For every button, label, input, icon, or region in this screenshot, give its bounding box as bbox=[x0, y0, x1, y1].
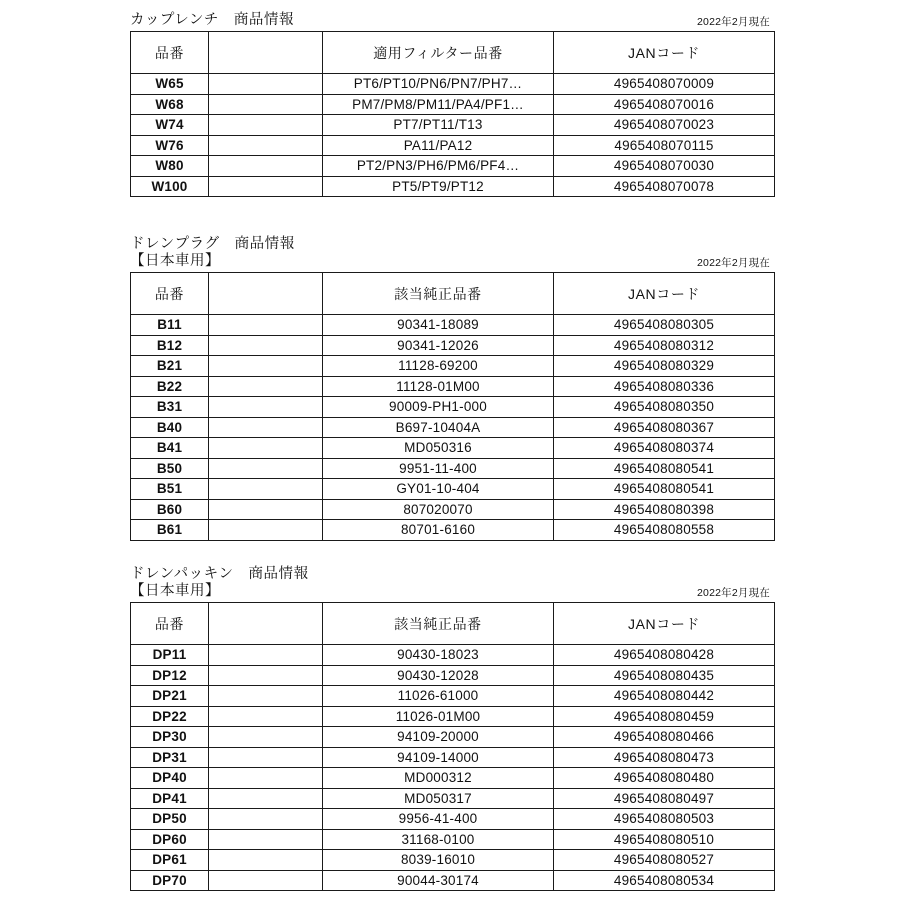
cell-jan: 4965408080336 bbox=[554, 376, 775, 397]
section-header-drain-packing bbox=[130, 566, 770, 600]
cell-jan: 4965408070115 bbox=[554, 135, 775, 156]
table-row bbox=[131, 499, 775, 520]
table-header bbox=[131, 32, 775, 74]
cell-blank bbox=[209, 665, 323, 686]
column-header-blank bbox=[209, 603, 323, 645]
cell-part: 11128-69200 bbox=[323, 356, 554, 377]
cell-jan: 4965408070016 bbox=[554, 94, 775, 115]
section-title: ドレンパッキン 商品情報 bbox=[130, 566, 309, 582]
cell-part: 9956-41-400 bbox=[323, 809, 554, 830]
table-body bbox=[131, 315, 775, 541]
table-row bbox=[131, 438, 775, 459]
table-header-row bbox=[131, 273, 775, 315]
table-row bbox=[131, 135, 775, 156]
cell-code: B12 bbox=[131, 335, 209, 356]
table-row bbox=[131, 335, 775, 356]
cell-blank bbox=[209, 809, 323, 830]
cell-blank bbox=[209, 438, 323, 459]
cell-jan: 4965408080497 bbox=[554, 788, 775, 809]
section-header-drain-plug bbox=[130, 236, 770, 270]
cell-code: W80 bbox=[131, 156, 209, 177]
table-header-row bbox=[131, 32, 775, 74]
cell-part: 90430-18023 bbox=[323, 645, 554, 666]
cell-jan: 4965408070009 bbox=[554, 74, 775, 95]
table-row bbox=[131, 397, 775, 418]
cell-code: DP30 bbox=[131, 727, 209, 748]
cell-code: B21 bbox=[131, 356, 209, 377]
cell-blank bbox=[209, 768, 323, 789]
cell-jan: 4965408070030 bbox=[554, 156, 775, 177]
table-row bbox=[131, 94, 775, 115]
cell-jan: 4965408080541 bbox=[554, 458, 775, 479]
section-date: 2022年2月現在 bbox=[697, 587, 770, 599]
cell-code: DP22 bbox=[131, 706, 209, 727]
cell-jan: 4965408080398 bbox=[554, 499, 775, 520]
cell-blank bbox=[209, 458, 323, 479]
cell-part: 11026-61000 bbox=[323, 686, 554, 707]
table-row bbox=[131, 829, 775, 850]
cell-blank bbox=[209, 315, 323, 336]
cell-part: 90341-12026 bbox=[323, 335, 554, 356]
cell-code: W76 bbox=[131, 135, 209, 156]
cell-blank bbox=[209, 870, 323, 891]
cell-jan: 4965408080312 bbox=[554, 335, 775, 356]
cell-jan: 4965408080510 bbox=[554, 829, 775, 850]
cell-part: 94109-20000 bbox=[323, 727, 554, 748]
cell-blank bbox=[209, 397, 323, 418]
table-row bbox=[131, 74, 775, 95]
cell-jan: 4965408080374 bbox=[554, 438, 775, 459]
cell-jan: 4965408080541 bbox=[554, 479, 775, 500]
table-row bbox=[131, 850, 775, 871]
cell-code: B40 bbox=[131, 417, 209, 438]
cell-jan: 4965408080442 bbox=[554, 686, 775, 707]
cell-jan: 4965408080473 bbox=[554, 747, 775, 768]
cell-jan: 4965408080503 bbox=[554, 809, 775, 830]
cell-code: DP31 bbox=[131, 747, 209, 768]
cell-jan: 4965408080480 bbox=[554, 768, 775, 789]
cell-jan: 4965408080428 bbox=[554, 645, 775, 666]
cell-part: PT6/PT10/PN6/PN7/PH7… bbox=[323, 74, 554, 95]
column-header-code: 品番 bbox=[131, 603, 209, 645]
cell-part: B697-10404A bbox=[323, 417, 554, 438]
cell-code: B50 bbox=[131, 458, 209, 479]
cell-blank bbox=[209, 156, 323, 177]
cell-blank bbox=[209, 479, 323, 500]
cell-part: PT7/PT11/T13 bbox=[323, 115, 554, 136]
cell-part: MD050316 bbox=[323, 438, 554, 459]
cell-code: DP12 bbox=[131, 665, 209, 686]
cell-part: MD000312 bbox=[323, 768, 554, 789]
cell-blank bbox=[209, 706, 323, 727]
column-header-blank bbox=[209, 273, 323, 315]
cell-part: PM7/PM8/PM11/PA4/PF1… bbox=[323, 94, 554, 115]
table-row bbox=[131, 156, 775, 177]
cell-part: MD050317 bbox=[323, 788, 554, 809]
cell-code: DP11 bbox=[131, 645, 209, 666]
cell-jan: 4965408080435 bbox=[554, 665, 775, 686]
cell-code: W74 bbox=[131, 115, 209, 136]
table-row bbox=[131, 520, 775, 541]
section-subtitle: 【日本車用】 bbox=[130, 583, 220, 599]
cell-code: DP60 bbox=[131, 829, 209, 850]
table-row bbox=[131, 315, 775, 336]
table-body bbox=[131, 645, 775, 891]
section-date: 2022年2月現在 bbox=[697, 257, 770, 269]
cell-part: 31168-0100 bbox=[323, 829, 554, 850]
cell-part: GY01-10-404 bbox=[323, 479, 554, 500]
cell-code: W100 bbox=[131, 176, 209, 197]
table-row bbox=[131, 665, 775, 686]
table-row bbox=[131, 356, 775, 377]
column-header-part: 適用フィルター品番 bbox=[323, 32, 554, 74]
table-row bbox=[131, 870, 775, 891]
cell-blank bbox=[209, 335, 323, 356]
cell-jan: 4965408080367 bbox=[554, 417, 775, 438]
cell-code: W65 bbox=[131, 74, 209, 95]
cell-blank bbox=[209, 850, 323, 871]
cell-part: 90430-12028 bbox=[323, 665, 554, 686]
cell-part: 807020070 bbox=[323, 499, 554, 520]
cell-jan: 4965408080350 bbox=[554, 397, 775, 418]
table-row bbox=[131, 376, 775, 397]
table-row bbox=[131, 788, 775, 809]
cell-blank bbox=[209, 74, 323, 95]
section-subtitle: 【日本車用】 bbox=[130, 253, 220, 269]
table-body bbox=[131, 74, 775, 197]
cell-code: DP70 bbox=[131, 870, 209, 891]
section-cup-wrench bbox=[130, 12, 770, 197]
cell-part: 9951-11-400 bbox=[323, 458, 554, 479]
cell-jan: 4965408080466 bbox=[554, 727, 775, 748]
cell-blank bbox=[209, 135, 323, 156]
column-header-jan: JANコード bbox=[554, 273, 775, 315]
table-row bbox=[131, 747, 775, 768]
cell-part: PA11/PA12 bbox=[323, 135, 554, 156]
table-row bbox=[131, 458, 775, 479]
cell-part: 90044-30174 bbox=[323, 870, 554, 891]
section-drain-packing bbox=[130, 566, 770, 891]
section-title: カップレンチ 商品情報 bbox=[130, 12, 294, 28]
cell-code: B60 bbox=[131, 499, 209, 520]
cell-jan: 4965408080459 bbox=[554, 706, 775, 727]
table-header bbox=[131, 273, 775, 315]
section-title: ドレンプラグ 商品情報 bbox=[130, 236, 295, 252]
cell-jan: 4965408080527 bbox=[554, 850, 775, 871]
cell-blank bbox=[209, 115, 323, 136]
cell-blank bbox=[209, 376, 323, 397]
column-header-code: 品番 bbox=[131, 273, 209, 315]
table-row bbox=[131, 479, 775, 500]
section-header-cup-wrench bbox=[130, 12, 770, 29]
table-row bbox=[131, 706, 775, 727]
cell-blank bbox=[209, 176, 323, 197]
cell-code: W68 bbox=[131, 94, 209, 115]
table-row bbox=[131, 768, 775, 789]
section-drain-plug bbox=[130, 236, 770, 541]
cell-part: PT5/PT9/PT12 bbox=[323, 176, 554, 197]
cell-code: DP21 bbox=[131, 686, 209, 707]
cell-part: 94109-14000 bbox=[323, 747, 554, 768]
column-header-part: 該当純正品番 bbox=[323, 273, 554, 315]
cell-blank bbox=[209, 356, 323, 377]
table-header-row bbox=[131, 603, 775, 645]
cell-jan: 4965408080534 bbox=[554, 870, 775, 891]
cell-part: PT2/PN3/PH6/PM6/PF4… bbox=[323, 156, 554, 177]
cell-blank bbox=[209, 94, 323, 115]
cell-blank bbox=[209, 727, 323, 748]
cell-blank bbox=[209, 788, 323, 809]
cell-code: B31 bbox=[131, 397, 209, 418]
cell-blank bbox=[209, 686, 323, 707]
cell-jan: 4965408080305 bbox=[554, 315, 775, 336]
cell-part: 11026-01M00 bbox=[323, 706, 554, 727]
table-cup-wrench bbox=[130, 31, 775, 197]
table-row bbox=[131, 645, 775, 666]
table-row bbox=[131, 686, 775, 707]
table-row bbox=[131, 727, 775, 748]
column-header-code: 品番 bbox=[131, 32, 209, 74]
column-header-jan: JANコード bbox=[554, 603, 775, 645]
table-header bbox=[131, 603, 775, 645]
cell-part: 80701-6160 bbox=[323, 520, 554, 541]
section-date: 2022年2月現在 bbox=[697, 16, 770, 28]
cell-blank bbox=[209, 520, 323, 541]
cell-code: B11 bbox=[131, 315, 209, 336]
table-row bbox=[131, 115, 775, 136]
cell-blank bbox=[209, 499, 323, 520]
cell-code: B51 bbox=[131, 479, 209, 500]
column-header-part: 該当純正品番 bbox=[323, 603, 554, 645]
cell-code: DP50 bbox=[131, 809, 209, 830]
cell-jan: 4965408070078 bbox=[554, 176, 775, 197]
cell-code: DP61 bbox=[131, 850, 209, 871]
cell-jan: 4965408080558 bbox=[554, 520, 775, 541]
cell-code: B41 bbox=[131, 438, 209, 459]
cell-part: 90341-18089 bbox=[323, 315, 554, 336]
table-drain-packing bbox=[130, 602, 775, 891]
cell-code: DP41 bbox=[131, 788, 209, 809]
column-header-jan: JANコード bbox=[554, 32, 775, 74]
table-row bbox=[131, 176, 775, 197]
column-header-blank bbox=[209, 32, 323, 74]
cell-part: 11128-01M00 bbox=[323, 376, 554, 397]
cell-jan: 4965408070023 bbox=[554, 115, 775, 136]
table-drain-plug bbox=[130, 272, 775, 541]
cell-part: 90009-PH1-000 bbox=[323, 397, 554, 418]
cell-blank bbox=[209, 417, 323, 438]
table-row bbox=[131, 417, 775, 438]
cell-code: DP40 bbox=[131, 768, 209, 789]
cell-jan: 4965408080329 bbox=[554, 356, 775, 377]
cell-part: 8039-16010 bbox=[323, 850, 554, 871]
cell-code: B22 bbox=[131, 376, 209, 397]
cell-blank bbox=[209, 747, 323, 768]
cell-code: B61 bbox=[131, 520, 209, 541]
cell-blank bbox=[209, 645, 323, 666]
cell-blank bbox=[209, 829, 323, 850]
table-row bbox=[131, 809, 775, 830]
